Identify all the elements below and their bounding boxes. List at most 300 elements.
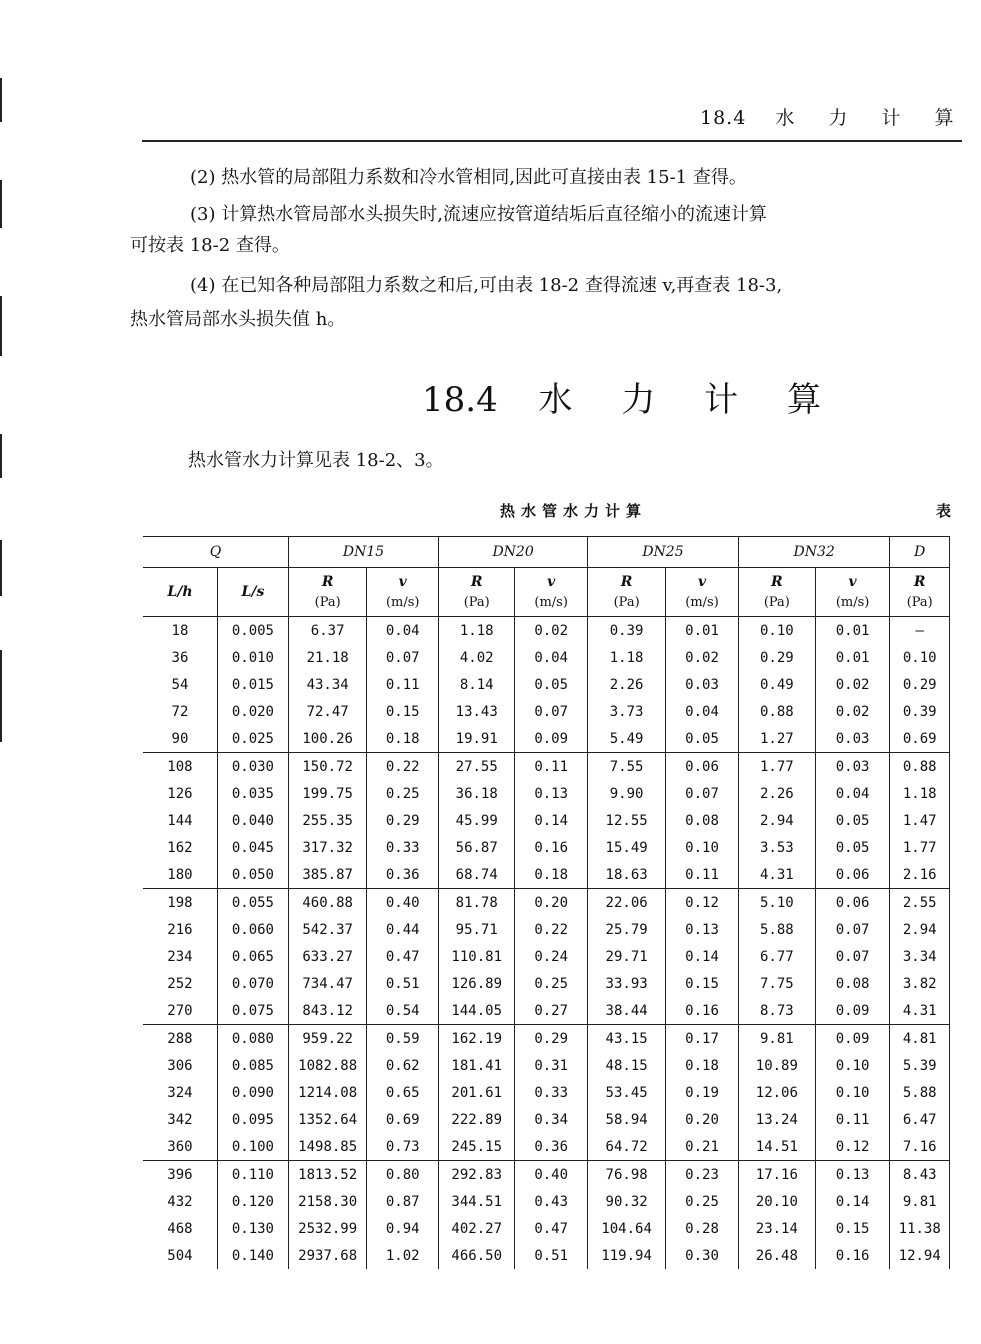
table-cell: 0.12 <box>815 1133 890 1161</box>
table-cell: 504 <box>143 1242 217 1269</box>
table-row <box>143 834 950 861</box>
table-row <box>143 1161 950 1189</box>
table-cell: 270 <box>143 997 217 1025</box>
sub-header-symbol: v <box>398 573 407 590</box>
table-cell: 12.06 <box>738 1079 815 1106</box>
sub-header-cell <box>367 568 439 617</box>
paragraph: (2) 热水管的局部阻力系数和冷水管相同,因此可直接由表 15-1 查得。 <box>190 167 747 188</box>
table-cell: 0.11 <box>815 1106 890 1133</box>
table-cell: 0.18 <box>666 1052 739 1079</box>
table-cell: 8.73 <box>738 997 815 1025</box>
table-cell: 0.110 <box>217 1161 288 1189</box>
table-cell: 0.095 <box>217 1106 288 1133</box>
table-row <box>143 1215 950 1242</box>
table-cell: 150.72 <box>288 753 366 781</box>
table-cell: 76.98 <box>588 1161 666 1189</box>
sub-header-symbol: R <box>620 573 633 590</box>
table-cell: 0.060 <box>217 916 288 943</box>
table-cell: 72 <box>143 698 217 725</box>
table-cell: 1.18 <box>890 780 950 807</box>
header-dn15: DN15 <box>288 537 438 568</box>
table-cell: 0.14 <box>666 943 739 970</box>
table-cell: 0.08 <box>666 807 739 834</box>
sub-header-symbol: R <box>321 573 334 590</box>
table-cell: 6.37 <box>288 617 366 645</box>
table-cell: 2.94 <box>890 916 950 943</box>
table-cell: — <box>890 617 950 645</box>
table-row <box>143 725 950 753</box>
paragraph: (3) 计算热水管局部水头损失时,流速应按管道结垢后直径缩小的流速计算 <box>190 204 767 225</box>
table-cell: 1.77 <box>738 753 815 781</box>
paragraph: 热水管局部水头损失值 h。 <box>130 309 346 330</box>
table-cell: 0.10 <box>666 834 739 861</box>
table-cell: 4.02 <box>439 644 515 671</box>
table-row <box>143 1188 950 1215</box>
table-cell: 5.39 <box>890 1052 950 1079</box>
sub-header-symbol: R <box>470 573 483 590</box>
table-cell: 0.015 <box>217 671 288 698</box>
table-cell: 2.26 <box>588 671 666 698</box>
table-cell: 0.33 <box>515 1079 588 1106</box>
table-cell: 234 <box>143 943 217 970</box>
section-title <box>422 372 821 421</box>
table-row <box>143 1025 950 1053</box>
running-head <box>700 103 981 130</box>
table-cell: 0.07 <box>666 780 739 807</box>
table-cell: 0.02 <box>815 698 890 725</box>
table-cell: 36.18 <box>439 780 515 807</box>
table-cell: 468 <box>143 1215 217 1242</box>
sub-header-unit: (m/s) <box>685 594 719 610</box>
table-cell: 0.94 <box>367 1215 439 1242</box>
sub-header-symbol: v <box>547 573 556 590</box>
table-cell: 959.22 <box>288 1025 366 1053</box>
table-cell: 11.38 <box>890 1215 950 1242</box>
table-cell: 0.51 <box>367 970 439 997</box>
table-cell: 1813.52 <box>288 1161 366 1189</box>
sub-header-unit: (m/s) <box>385 594 420 610</box>
table-cell: 0.01 <box>666 617 739 645</box>
binding-mark <box>0 296 2 356</box>
table-row <box>143 1133 950 1161</box>
table-cell: 0.25 <box>515 970 588 997</box>
table-cell: 0.13 <box>815 1161 890 1189</box>
sub-header-unit: (m/s) <box>835 594 870 610</box>
table-cell: 0.01 <box>815 617 890 645</box>
table-row <box>143 780 950 807</box>
table-cell: 27.55 <box>439 753 515 781</box>
table-cell: 385.87 <box>288 861 366 889</box>
table-cell: 245.15 <box>439 1133 515 1161</box>
sub-header-symbol: R <box>771 573 783 590</box>
table-cell: 0.15 <box>367 698 439 725</box>
table-cell: 0.15 <box>666 970 739 997</box>
table-sub-header-row <box>143 568 950 617</box>
sub-header-cell <box>666 568 739 617</box>
table-cell: 9.90 <box>588 780 666 807</box>
table-cell: 0.10 <box>890 644 950 671</box>
sub-header-symbol: L/h <box>167 583 193 600</box>
table-cell: 0.025 <box>217 725 288 753</box>
table-cell: 1.77 <box>890 834 950 861</box>
table-cell: 5.88 <box>738 916 815 943</box>
table-cell: 0.02 <box>515 617 588 645</box>
table-cell: 0.10 <box>815 1079 890 1106</box>
table-cell: 0.02 <box>666 644 739 671</box>
paragraph: 可按表 18-2 查得。 <box>130 235 290 256</box>
table-cell: 36 <box>143 644 217 671</box>
table-cell: 181.41 <box>439 1052 515 1079</box>
table-cell: 0.020 <box>217 698 288 725</box>
table-cell: 0.43 <box>515 1188 588 1215</box>
table-cell: 0.12 <box>666 889 739 917</box>
table-cell: 0.06 <box>815 889 890 917</box>
table-cell: 198 <box>143 889 217 917</box>
table-cell: 0.20 <box>515 889 588 917</box>
table-cell: 12.55 <box>588 807 666 834</box>
binding-mark <box>0 434 2 478</box>
table-row <box>143 698 950 725</box>
table-cell: 15.49 <box>588 834 666 861</box>
table-cell: 1498.85 <box>288 1133 366 1161</box>
table-cell: 5.49 <box>588 725 666 753</box>
binding-mark <box>0 180 2 228</box>
table-cell: 633.27 <box>288 943 366 970</box>
sub-header-cell <box>217 568 288 617</box>
table-row <box>143 997 950 1025</box>
table-cell: 201.61 <box>439 1079 515 1106</box>
table-cell: 360 <box>143 1133 217 1161</box>
table-cell: 6.77 <box>738 943 815 970</box>
table-cell: 0.06 <box>815 861 890 889</box>
table-cell: 0.49 <box>738 671 815 698</box>
table-cell: 0.035 <box>217 780 288 807</box>
table-cell: 0.29 <box>367 807 439 834</box>
sub-header-unit: (Pa) <box>314 594 341 610</box>
table-cell: 0.03 <box>666 671 739 698</box>
table-cell: 288 <box>143 1025 217 1053</box>
table-cell: 53.45 <box>588 1079 666 1106</box>
table-cell: 843.12 <box>288 997 366 1025</box>
running-head-char: 水 <box>775 107 796 129</box>
table-cell: 0.11 <box>515 753 588 781</box>
table-cell: 119.94 <box>588 1242 666 1269</box>
table-row <box>143 617 950 645</box>
sub-header-cell <box>143 568 217 617</box>
section-title-char: 计 <box>704 380 739 420</box>
table-cell: 25.79 <box>588 916 666 943</box>
table-cell: 2.94 <box>738 807 815 834</box>
table-cell: 0.05 <box>815 807 890 834</box>
table-cell: 0.28 <box>666 1215 739 1242</box>
table-cell: 0.27 <box>515 997 588 1025</box>
table-body <box>143 617 950 1270</box>
table-cell: 432 <box>143 1188 217 1215</box>
sub-header-unit: (Pa) <box>906 594 933 610</box>
table-row <box>143 861 950 889</box>
table-cell: 0.22 <box>367 753 439 781</box>
table-cell: 43.15 <box>588 1025 666 1053</box>
table-cell: 2.26 <box>738 780 815 807</box>
intro-text: 热水管水力计算见表 18-2、3。 <box>188 450 444 471</box>
sub-header-cell <box>738 568 815 617</box>
table-cell: 0.34 <box>515 1106 588 1133</box>
table-cell: 0.14 <box>515 807 588 834</box>
table-cell: 0.47 <box>367 943 439 970</box>
binding-mark <box>0 78 2 122</box>
table-cell: 3.34 <box>890 943 950 970</box>
table-cell: 306 <box>143 1052 217 1079</box>
table-cell: 3.73 <box>588 698 666 725</box>
table-cell: 0.39 <box>890 698 950 725</box>
table-cell: 255.35 <box>288 807 366 834</box>
sub-header-unit: (Pa) <box>463 594 490 610</box>
table-cell: 0.40 <box>367 889 439 917</box>
table-cell: 0.07 <box>367 644 439 671</box>
table-cell: 5.88 <box>890 1079 950 1106</box>
table-cell: 0.44 <box>367 916 439 943</box>
table-cell: 1082.88 <box>288 1052 366 1079</box>
table-row <box>143 943 950 970</box>
table-cell: 0.03 <box>815 725 890 753</box>
section-number: 18.4 <box>422 380 498 420</box>
header-dn-next: D <box>890 537 950 568</box>
table-cell: 4.81 <box>890 1025 950 1053</box>
table-cell: 0.03 <box>815 753 890 781</box>
running-head-char: 计 <box>881 107 902 129</box>
table-group-header-row <box>143 537 950 568</box>
table-cell: 0.62 <box>367 1052 439 1079</box>
table-cell: 7.75 <box>738 970 815 997</box>
table-cell: 0.09 <box>515 725 588 753</box>
table-cell: 0.69 <box>367 1106 439 1133</box>
table-cell: 0.06 <box>666 753 739 781</box>
table-cell: 0.24 <box>515 943 588 970</box>
table-cell: 0.09 <box>815 1025 890 1053</box>
table-cell: 0.100 <box>217 1133 288 1161</box>
table-cell: 0.30 <box>666 1242 739 1269</box>
table-cell: 0.005 <box>217 617 288 645</box>
header-dn32: DN32 <box>738 537 890 568</box>
table-cell: 0.36 <box>515 1133 588 1161</box>
section-title-char: 力 <box>621 380 656 420</box>
table-cell: 0.09 <box>815 997 890 1025</box>
table-cell: 0.05 <box>515 671 588 698</box>
table-cell: 0.055 <box>217 889 288 917</box>
table-cell: 5.10 <box>738 889 815 917</box>
table-cell: 22.06 <box>588 889 666 917</box>
table-cell: 0.08 <box>815 970 890 997</box>
table-cell: 0.51 <box>515 1242 588 1269</box>
table-cell: 4.31 <box>890 997 950 1025</box>
table-row <box>143 889 950 917</box>
table-cell: 0.140 <box>217 1242 288 1269</box>
table-cell: 0.07 <box>515 698 588 725</box>
table-cell: 3.53 <box>738 834 815 861</box>
table-cell: 0.050 <box>217 861 288 889</box>
table-cell: 0.29 <box>738 644 815 671</box>
table-cell: 0.010 <box>217 644 288 671</box>
table-cell: 8.43 <box>890 1161 950 1189</box>
header-q: Q <box>143 537 288 568</box>
table-cell: 126.89 <box>439 970 515 997</box>
table-cell: 0.040 <box>217 807 288 834</box>
table-cell: 48.15 <box>588 1052 666 1079</box>
section-title-char: 算 <box>786 380 821 420</box>
table-row <box>143 753 950 781</box>
table-cell: 7.55 <box>588 753 666 781</box>
table-cell: 0.22 <box>515 916 588 943</box>
table-cell: 29.71 <box>588 943 666 970</box>
table-cell: 0.16 <box>815 1242 890 1269</box>
table-cell: 0.01 <box>815 644 890 671</box>
table-cell: 1352.64 <box>288 1106 366 1133</box>
table-cell: 3.82 <box>890 970 950 997</box>
table-caption: 热水管水力计算 <box>500 502 648 520</box>
table-cell: 0.33 <box>367 834 439 861</box>
table-cell: 0.075 <box>217 997 288 1025</box>
table-cell: 342 <box>143 1106 217 1133</box>
table-cell: 0.120 <box>217 1188 288 1215</box>
table-cell: 0.02 <box>815 671 890 698</box>
table-cell: 26.48 <box>738 1242 815 1269</box>
table-cell: 0.36 <box>367 861 439 889</box>
table-cell: 344.51 <box>439 1188 515 1215</box>
sub-header-cell <box>890 568 950 617</box>
table-row <box>143 644 950 671</box>
table-cell: 12.94 <box>890 1242 950 1269</box>
table-cell: 0.20 <box>666 1106 739 1133</box>
sub-header-symbol: v <box>848 573 857 590</box>
table-cell: 199.75 <box>288 780 366 807</box>
table-cell: 162 <box>143 834 217 861</box>
sub-header-symbol: v <box>697 573 707 590</box>
table-cell: 0.04 <box>666 698 739 725</box>
table-cell: 2.55 <box>890 889 950 917</box>
table-cell: 0.07 <box>815 916 890 943</box>
table-cell: 324 <box>143 1079 217 1106</box>
table-cell: 9.81 <box>738 1025 815 1053</box>
table-cell: 0.69 <box>890 725 950 753</box>
table-cell: 542.37 <box>288 916 366 943</box>
table-cell: 0.14 <box>815 1188 890 1215</box>
table-row <box>143 970 950 997</box>
table-row <box>143 1106 950 1133</box>
table-cell: 0.40 <box>515 1161 588 1189</box>
table-cell: 20.10 <box>738 1188 815 1215</box>
table-cell: 0.090 <box>217 1079 288 1106</box>
sub-header-cell <box>515 568 588 617</box>
table-cell: 0.045 <box>217 834 288 861</box>
sub-header-cell <box>288 568 366 617</box>
table-cell: 0.13 <box>666 916 739 943</box>
table-cell: 1214.08 <box>288 1079 366 1106</box>
table-cell: 1.27 <box>738 725 815 753</box>
table-cell: 144.05 <box>439 997 515 1025</box>
table-cell: 0.25 <box>367 780 439 807</box>
table-cell: 0.29 <box>515 1025 588 1053</box>
table-cell: 2532.99 <box>288 1215 366 1242</box>
table-cell: 14.51 <box>738 1133 815 1161</box>
table-cell: 0.070 <box>217 970 288 997</box>
table-cell: 43.34 <box>288 671 366 698</box>
table-cell: 9.81 <box>890 1188 950 1215</box>
table-cell: 108 <box>143 753 217 781</box>
table-cell: 0.23 <box>666 1161 739 1189</box>
table-cell: 33.93 <box>588 970 666 997</box>
table-cell: 13.43 <box>439 698 515 725</box>
table-cell: 38.44 <box>588 997 666 1025</box>
sub-header-symbol: R <box>913 573 926 590</box>
table-row <box>143 671 950 698</box>
table-cell: 0.085 <box>217 1052 288 1079</box>
table-cell: 222.89 <box>439 1106 515 1133</box>
table-row <box>143 1052 950 1079</box>
table-cell: 90 <box>143 725 217 753</box>
table-cell: 0.080 <box>217 1025 288 1053</box>
table-cell: 180 <box>143 861 217 889</box>
table-cell: 144 <box>143 807 217 834</box>
table-cell: 1.02 <box>367 1242 439 1269</box>
table-cell: 0.31 <box>515 1052 588 1079</box>
table-cell: 2937.68 <box>288 1242 366 1269</box>
table-cell: 0.065 <box>217 943 288 970</box>
table-cell: 17.16 <box>738 1161 815 1189</box>
table-cell: 0.17 <box>666 1025 739 1053</box>
table-row <box>143 807 950 834</box>
table-cell: 0.88 <box>890 753 950 781</box>
table-cell: 0.05 <box>666 725 739 753</box>
header-dn20: DN20 <box>439 537 588 568</box>
table-cell: 0.13 <box>515 780 588 807</box>
table-cell: 95.71 <box>439 916 515 943</box>
table-cell: 1.18 <box>439 617 515 645</box>
sub-header-unit: (m/s) <box>534 594 568 610</box>
table-cell: 68.74 <box>439 861 515 889</box>
table-cell: 0.10 <box>815 1052 890 1079</box>
table-cell: 0.29 <box>890 671 950 698</box>
table-cell: 72.47 <box>288 698 366 725</box>
table-cell: 8.14 <box>439 671 515 698</box>
table-cell: 90.32 <box>588 1188 666 1215</box>
table-cell: 0.15 <box>815 1215 890 1242</box>
table-row <box>143 916 950 943</box>
binding-mark <box>0 540 2 596</box>
table-cell: 252 <box>143 970 217 997</box>
sub-header-cell <box>815 568 890 617</box>
table-cell: 64.72 <box>588 1133 666 1161</box>
table-row <box>143 1242 950 1269</box>
table-cell: 6.47 <box>890 1106 950 1133</box>
table-cell: 734.47 <box>288 970 366 997</box>
table-cell: 18.63 <box>588 861 666 889</box>
table-cell: 13.24 <box>738 1106 815 1133</box>
table-cell: 0.07 <box>815 943 890 970</box>
table-cell: 1.47 <box>890 807 950 834</box>
table-cell: 10.89 <box>738 1052 815 1079</box>
table-cell: 58.94 <box>588 1106 666 1133</box>
table-cell: 104.64 <box>588 1215 666 1242</box>
table-cell: 0.88 <box>738 698 815 725</box>
running-head-char: 算 <box>934 107 955 129</box>
table-cell: 4.31 <box>738 861 815 889</box>
table-cell: 56.87 <box>439 834 515 861</box>
table-cell: 0.030 <box>217 753 288 781</box>
table-cell: 21.18 <box>288 644 366 671</box>
sub-header-cell <box>439 568 515 617</box>
table-cell: 216 <box>143 916 217 943</box>
table-cell: 0.25 <box>666 1188 739 1215</box>
